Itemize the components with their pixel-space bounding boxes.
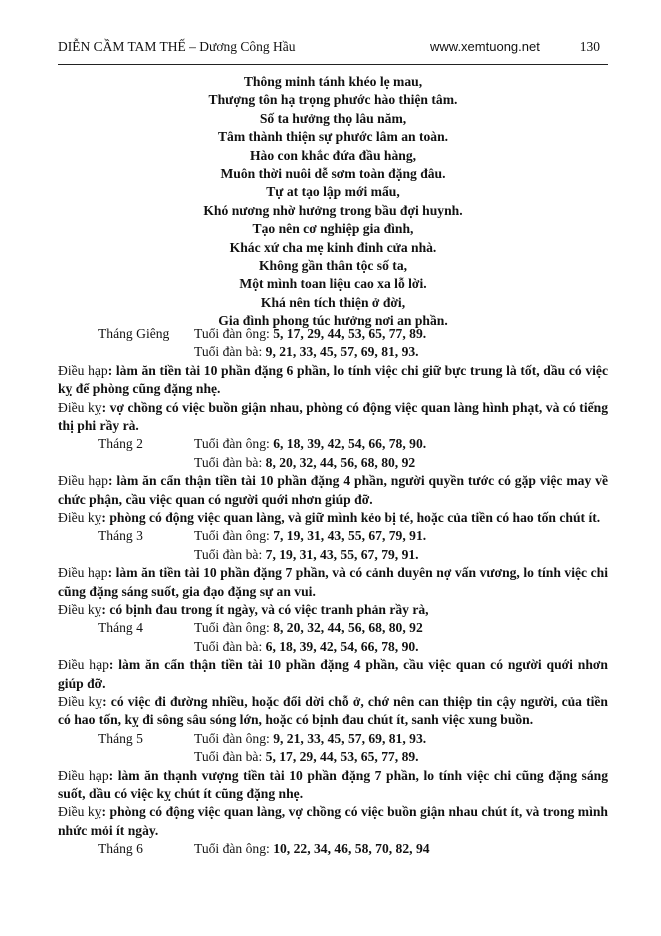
favorable-text: : làm ăn thạnh vượng tiền tài 10 phần đặng 7 phần, lo tính việc chi cũng đặng sáng suốt, dầu có việc kỵ chút ít cũng đặng nhẹ. — [58, 767, 608, 801]
unfavorable-paragraph — [58, 399, 608, 436]
page-number: 130 — [579, 39, 600, 54]
male-age-values: 7, 19, 31, 43, 55, 67, 79, 91. — [273, 528, 427, 544]
month-label: Tháng 3 — [98, 528, 143, 544]
female-age-values: 9, 21, 33, 45, 57, 69, 81, 93. — [265, 344, 419, 360]
unfavorable-label: Điều kỵ — [58, 694, 103, 709]
unfavorable-paragraph — [58, 693, 608, 730]
month-label: Tháng Giêng — [98, 326, 170, 341]
unfavorable-text: : có bịnh đau trong ít ngày, và có việc tranh phản rầy rà, — [101, 602, 429, 617]
female-age-label: Tuổi đàn bà — [194, 749, 259, 765]
male-age-values: 9, 21, 33, 45, 57, 69, 81, 93. — [273, 730, 427, 746]
month-label: Tháng 6 — [98, 841, 143, 857]
poem-line: Thượng tôn hạ trọng phước hào thiện tâm. — [208, 92, 458, 108]
male-age-row — [58, 527, 608, 545]
poem-line: Tâm thành thiện sự phước lâm an toàn. — [217, 129, 449, 145]
male-age-row — [58, 840, 608, 858]
male-age-values: 10, 22, 34, 46, 58, 70, 82, 94 — [273, 841, 430, 857]
favorable-label: Điều hạp — [58, 657, 109, 673]
favorable-label: Điều hạp — [58, 565, 108, 581]
female-age-row — [58, 454, 608, 472]
website-url[interactable]: www.xemtuong.net — [430, 39, 540, 54]
unfavorable-label: Điều kỵ — [58, 399, 102, 415]
separator: : — [266, 528, 274, 544]
female-age-row — [58, 748, 608, 766]
separator: : — [258, 749, 266, 765]
favorable-text: : làm ăn tiền tài 10 phần đặng 6 phần, lo tính việc chi giữ bực trung là tốt, dầu có việc kỵ để phòng cũng đặng nhẹ. — [58, 362, 608, 397]
poem-line: Không gần thân tộc số ta, — [258, 258, 408, 274]
book-title: DIỄN CẦM TAM THẾ – Dương Công Hầu — [58, 39, 296, 54]
favorable-paragraph — [58, 362, 608, 399]
unfavorable-text: : phòng có động việc quan làng, vợ chồng có việc buồn giận nhau chút ít, và trong mình nhức mỏi ít ngày. — [58, 804, 608, 838]
poem-line: Muôn thời nuôi dễ sơm toàn đặng đâu. — [220, 166, 446, 182]
male-age-label: Tuổi đàn ông — [194, 730, 267, 746]
poem-line: Gia đình phong túc hưởng nơi an phần. — [218, 313, 448, 329]
male-age-values: 5, 17, 29, 44, 53, 65, 77, 89. — [273, 326, 427, 341]
male-age-values: 6, 18, 39, 42, 54, 66, 78, 90. — [273, 436, 427, 452]
male-age-label: Tuổi đàn ông — [194, 620, 267, 636]
poem-line: Thông minh tánh khéo lẹ mau, — [243, 74, 423, 89]
poem-line: Khó nương nhờ hưởng trong bầu đợi huynh. — [203, 202, 463, 218]
favorable-label: Điều hạp — [58, 473, 108, 489]
unfavorable-label: Điều kỵ — [58, 602, 102, 617]
unfavorable-text: : vợ chồng có việc buồn giận nhau, phòng có động việc quan làng hình phạt, và có tiếng thị phi rầy rà. — [58, 399, 608, 433]
month-label: Tháng 2 — [98, 436, 143, 452]
female-age-values: 5, 17, 29, 44, 53, 65, 77, 89. — [265, 749, 419, 765]
favorable-text: : làm ăn cẩn thận tiền tài 10 phần đặng 4 phần, người quyền tước có gặp việc may về chức phận, cầu việc quan có người quới nhơn giúp đỡ. — [58, 473, 608, 507]
separator: : — [266, 620, 274, 636]
female-age-row — [58, 638, 608, 656]
favorable-text: : làm ăn cẩn thận tiền tài 10 phần đặng 4 phần, cầu việc quan có người quới nhơn giúp đỡ. — [58, 657, 608, 691]
separator: : — [258, 344, 266, 360]
male-age-row — [58, 435, 608, 453]
poem-line: Tạo nên cơ nghiệp gia đình, — [252, 221, 414, 237]
female-age-row — [58, 546, 608, 564]
female-age-values: 6, 18, 39, 42, 54, 66, 78, 90. — [265, 638, 419, 654]
monthly-forecast — [58, 325, 608, 859]
female-age-values: 8, 20, 32, 44, 56, 68, 80, 92 — [265, 454, 416, 470]
female-age-label: Tuổi đàn bà — [194, 546, 259, 562]
male-age-row — [58, 325, 608, 343]
unfavorable-text: : có việc đi đường nhiều, hoặc đổi dời chỗ ở, chớ nên can thiệp tin cậy người, của tiền có hao tốn, kỵ đi sông sâu sóng lớn, hoặc có bịnh đau chút ít, sanh việc xung buồn. — [58, 694, 608, 728]
month-label: Tháng 4 — [98, 620, 143, 636]
favorable-paragraph — [58, 767, 608, 804]
month-label: Tháng 5 — [98, 730, 143, 746]
favorable-label: Điều hạp — [58, 362, 108, 378]
poem-line: Khá nên tích thiện ở đời, — [260, 294, 406, 310]
poem-block — [58, 73, 608, 331]
favorable-text: : làm ăn tiền tài 10 phần đặng 7 phần, và có cảnh duyên nợ vấn vương, lo tính việc chi cũng đặng sáng suốt, gia đạo đặng sự an vui. — [58, 565, 608, 599]
male-age-values: 8, 20, 32, 44, 56, 68, 80, 92 — [273, 620, 423, 636]
unfavorable-text: : phòng có động việc quan làng, và giữ mình kẻo bị té, hoặc của tiền có hao tốn chút ít. — [101, 510, 601, 525]
favorable-label: Điều hạp — [58, 767, 109, 783]
separator: : — [266, 326, 274, 341]
unfavorable-label: Điều kỵ — [58, 804, 102, 820]
female-age-label: Tuổi đàn bà — [194, 638, 259, 654]
poem-line: Tự at tạo lập mới mẩu, — [266, 184, 400, 200]
separator: : — [266, 436, 274, 452]
page-header — [58, 34, 608, 65]
separator: : — [258, 638, 266, 654]
poem-line: Khác xứ cha mẹ kinh đinh cửa nhà. — [229, 239, 437, 255]
male-age-label: Tuổi đàn ông — [194, 326, 267, 341]
separator: : — [266, 841, 274, 857]
poem-line: Số ta hưởng thọ lâu năm, — [259, 110, 407, 126]
separator: : — [258, 454, 266, 470]
male-age-label: Tuổi đàn ông — [194, 841, 267, 857]
separator: : — [258, 546, 266, 562]
male-age-label: Tuổi đàn ông — [194, 436, 267, 452]
favorable-paragraph — [58, 564, 608, 601]
female-age-values: 7, 19, 31, 43, 55, 67, 79, 91. — [265, 546, 419, 562]
separator: : — [266, 730, 274, 746]
male-age-row — [58, 619, 608, 637]
unfavorable-paragraph — [58, 509, 608, 527]
male-age-row — [58, 730, 608, 748]
female-age-label: Tuổi đàn bà — [194, 454, 259, 470]
favorable-paragraph — [58, 656, 608, 693]
unfavorable-label: Điều kỵ — [58, 510, 102, 525]
unfavorable-paragraph — [58, 601, 608, 619]
female-age-label: Tuổi đàn bà — [194, 344, 259, 360]
poem-line: Hào con khắc đứa đầu hàng, — [249, 147, 417, 163]
male-age-label: Tuổi đàn ông — [194, 528, 267, 544]
unfavorable-paragraph — [58, 803, 608, 840]
favorable-paragraph — [58, 472, 608, 509]
female-age-row — [58, 343, 608, 361]
poem-line: Một mình toan liệu cao xa lỗ lời. — [239, 276, 427, 292]
